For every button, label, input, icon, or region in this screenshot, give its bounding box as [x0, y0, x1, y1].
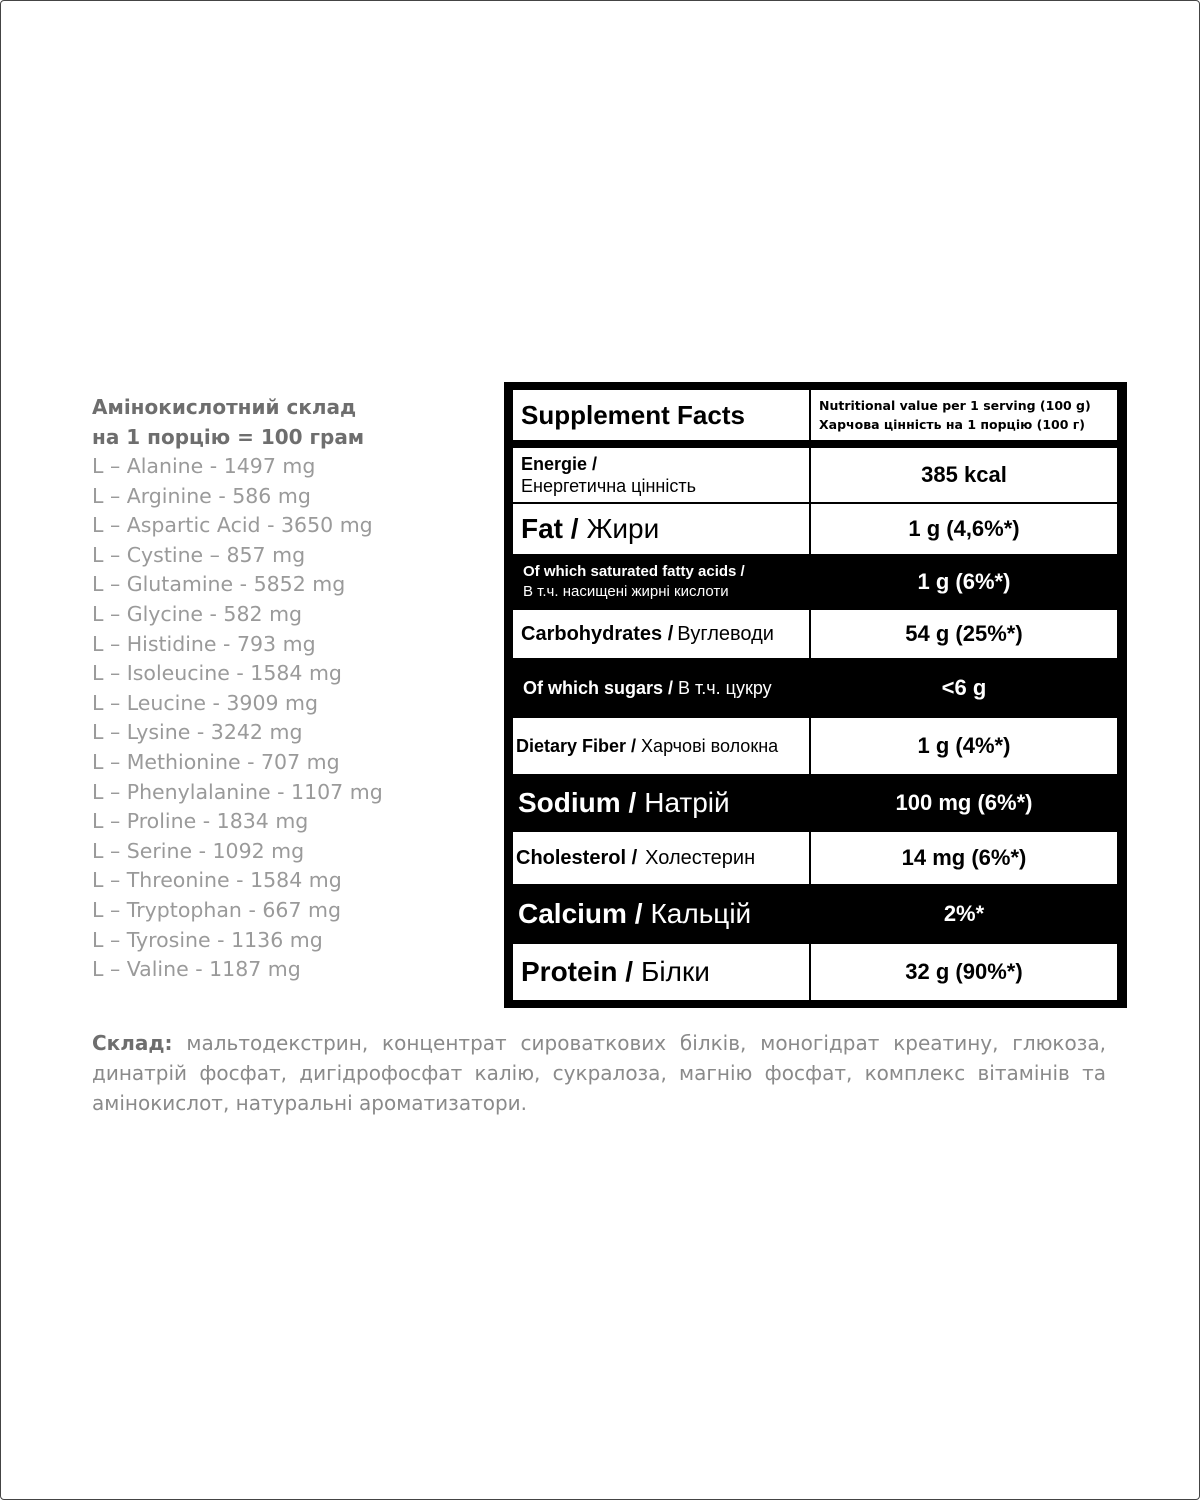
amino-heading-line2: на 1 порцію = 100 грам	[92, 425, 365, 449]
calcium-row	[504, 886, 1127, 942]
calcium-value: 2%*	[811, 886, 1117, 942]
amino-item: L – Glutamine - 5852 mg	[92, 572, 346, 597]
sodium-label-ua: Натрій	[644, 787, 730, 818]
sugars-label-en: Of which sugars /	[523, 678, 674, 698]
cholesterol-label-en: Cholesterol /	[516, 846, 638, 869]
amino-item: L – Arginine - 586 mg	[92, 483, 311, 508]
amino-item: L – Phenylalanine - 1107 mg	[92, 779, 383, 804]
energy-label-ua: Енергетична цінність	[521, 476, 696, 496]
amino-item: L – Tryptophan - 667 mg	[92, 897, 341, 922]
fat-row	[504, 504, 1127, 554]
carbs-value: 54 g (25%*)	[811, 610, 1117, 658]
calcium-label-en: Calcium /	[518, 898, 643, 929]
fat-label-en: Fat /	[521, 513, 579, 544]
saturated-fat-row	[504, 556, 1127, 608]
sodium-value: 100 mg (6%*)	[811, 776, 1117, 830]
protein-row	[504, 944, 1127, 1000]
sodium-row	[504, 776, 1127, 830]
amino-item: L – Cystine – 857 mg	[92, 542, 306, 567]
fat-value: 1 g (4,6%*)	[811, 504, 1117, 554]
composition-label: Склад:	[92, 1031, 173, 1055]
fiber-label-en: Dietary Fiber /	[516, 736, 637, 756]
facts-title-cell	[513, 390, 809, 440]
cholesterol-label-cell	[513, 832, 809, 884]
protein-label-en: Protein /	[521, 956, 634, 987]
fat-label-cell	[513, 504, 809, 554]
amino-item: L – Aspartic Acid - 3650 mg	[92, 513, 373, 538]
amino-item: L – Isoleucine - 1584 mg	[92, 661, 342, 686]
amino-item: L – Lysine - 3242 mg	[92, 720, 303, 745]
amino-acid-list	[92, 452, 492, 985]
amino-item: L – Threonine - 1584 mg	[92, 868, 342, 893]
amino-heading-line1: Амінокислотний склад	[92, 395, 357, 419]
energy-label-en: Energie /	[521, 454, 598, 474]
facts-header-row	[504, 382, 1127, 442]
sodium-label-en: Sodium /	[518, 787, 637, 818]
amino-item: L – Tyrosine - 1136 mg	[92, 927, 323, 952]
fiber-value: 1 g (4%*)	[811, 718, 1117, 774]
cholesterol-row	[504, 832, 1127, 884]
amino-item: L – Valine - 1187 mg	[92, 957, 301, 982]
amino-item: L – Leucine - 3909 mg	[92, 690, 319, 715]
serving-info-cell	[811, 390, 1117, 440]
saturated-label-ua: В т.ч. насищені жирні кислоти	[523, 583, 729, 600]
facts-title: Supplement Facts	[521, 399, 745, 430]
energy-value: 385 kcal	[811, 448, 1117, 502]
amino-item: L – Alanine - 1497 mg	[92, 454, 316, 478]
fiber-label-ua: Харчові волокна	[641, 736, 779, 756]
protein-value: 32 g (90%*)	[811, 944, 1117, 1000]
calcium-label-ua: Кальцій	[650, 898, 752, 929]
fiber-label-cell	[513, 718, 809, 774]
saturated-value: 1 g (6%*)	[811, 556, 1117, 608]
sugars-label-ua: В т.ч. цукру	[678, 678, 772, 698]
amino-item: L – Histidine - 793 mg	[92, 631, 316, 656]
serving-line-en: Nutritional value per 1 serving (100 g)	[819, 398, 1091, 413]
energy-label-cell	[513, 448, 809, 502]
sugars-label-cell	[513, 660, 809, 716]
calcium-label-cell	[513, 886, 809, 942]
saturated-label-en: Of which saturated fatty acids /	[523, 563, 745, 580]
fat-label-ua: Жири	[586, 513, 660, 544]
serving-line-ua: Харчова цінність на 1 порцію (100 г)	[819, 417, 1086, 432]
cholesterol-value: 14 mg (6%*)	[811, 832, 1117, 884]
sodium-label-cell	[513, 776, 809, 830]
amino-item: L – Methionine - 707 mg	[92, 749, 340, 774]
amino-item: L – Serine - 1092 mg	[92, 838, 305, 863]
composition-text: мальтодекстрин, концентрат сироваткових білків, моногідрат креатину, глюкоза, динатрій фосфат, дигідрофосфат калію, сукралоза, магнію фосфат, комплекс вітамінів та амінокислот, натуральні ароматизатори.	[92, 1031, 1106, 1115]
sugars-value: <6 g	[811, 660, 1117, 716]
amino-acid-section	[92, 392, 492, 985]
cholesterol-label-ua: Холестерин	[645, 846, 756, 869]
dietary-fiber-row	[504, 718, 1127, 774]
energy-row	[504, 448, 1127, 502]
carbs-label-ua: Вуглеводи	[677, 622, 774, 645]
sugars-row	[504, 660, 1127, 716]
protein-label-ua: Білки	[641, 956, 710, 987]
saturated-label-cell	[513, 556, 809, 608]
carbs-label-cell	[513, 610, 809, 658]
carbs-label-en: Carbohydrates /	[521, 622, 674, 645]
amino-item: L – Glycine - 582 mg	[92, 601, 303, 626]
composition-paragraph	[92, 1028, 1106, 1118]
protein-label-cell	[513, 944, 809, 1000]
carbohydrates-row	[504, 610, 1127, 658]
supplement-facts-table	[504, 382, 1127, 1008]
amino-item: L – Proline - 1834 mg	[92, 809, 309, 834]
